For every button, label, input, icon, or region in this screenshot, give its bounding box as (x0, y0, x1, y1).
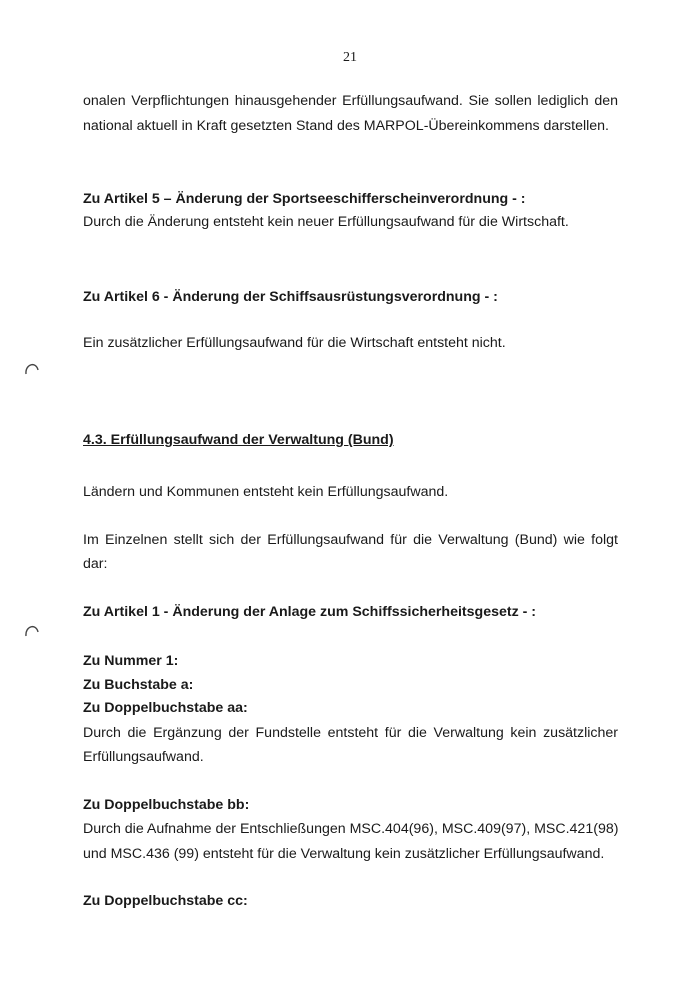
artikel6-heading: Zu Artikel 6 - Änderung der Schiffsausrüstungsverordnung - : (83, 289, 498, 305)
intro-line-2: national aktuell in Kraft gesetzten Stand des MARPOL-Übereinkommens darstellen. (83, 118, 609, 134)
doppelbuchstabe-aa-line-1: Durch die Ergänzung der Fundstelle entsteht für die Verwaltung kein zusätzlicher (83, 725, 618, 741)
doppelbuchstabe-bb-line-1: Durch die Aufnahme der Entschließungen MSC.404(96), MSC.409(97), MSC.421(98) (83, 821, 619, 837)
page-number: 21 (343, 50, 357, 65)
margin-mark-icon (22, 356, 42, 376)
doppelbuchstabe-cc-heading: Zu Doppelbuchstabe cc: (83, 893, 248, 909)
intro-line-1: onalen Verpflichtungen hinausgehender Erfüllungsaufwand. Sie sollen lediglich den (83, 93, 618, 109)
artikel5-text: Durch die Änderung entsteht kein neuer Erfüllungsaufwand für die Wirtschaft. (83, 214, 569, 230)
doppelbuchstabe-bb-heading: Zu Doppelbuchstabe bb: (83, 797, 250, 813)
doppelbuchstabe-bb-line-2: und MSC.436 (99) entsteht für die Verwaltung kein zusätzlicher Erfüllungsaufwand. (83, 846, 605, 862)
nummer-1-heading: Zu Nummer 1: (83, 653, 179, 669)
section-4-3-text-2-line-1: Im Einzelnen stellt sich der Erfüllungsaufwand für die Verwaltung (Bund) wie folgt (83, 532, 618, 548)
doppelbuchstabe-aa-heading: Zu Doppelbuchstabe aa: (83, 700, 248, 716)
margin-mark-icon (22, 618, 42, 638)
section-4-3-text-2-line-2: dar: (83, 556, 108, 572)
buchstabe-a-heading: Zu Buchstabe a: (83, 677, 194, 693)
section-4-3-text-1: Ländern und Kommunen entsteht kein Erfüllungsaufwand. (83, 484, 449, 500)
artikel6-text: Ein zusätzlicher Erfüllungsaufwand für die Wirtschaft entsteht nicht. (83, 335, 506, 351)
artikel5-heading: Zu Artikel 5 – Änderung der Sportseeschifferscheinverordnung - : (83, 191, 526, 207)
section-4-3-heading: 4.3. Erfüllungsaufwand der Verwaltung (Bund) (83, 432, 394, 448)
artikel1-heading: Zu Artikel 1 - Änderung der Anlage zum Schiffssicherheitsgesetz - : (83, 604, 537, 620)
doppelbuchstabe-aa-line-2: Erfüllungsaufwand. (83, 749, 204, 765)
